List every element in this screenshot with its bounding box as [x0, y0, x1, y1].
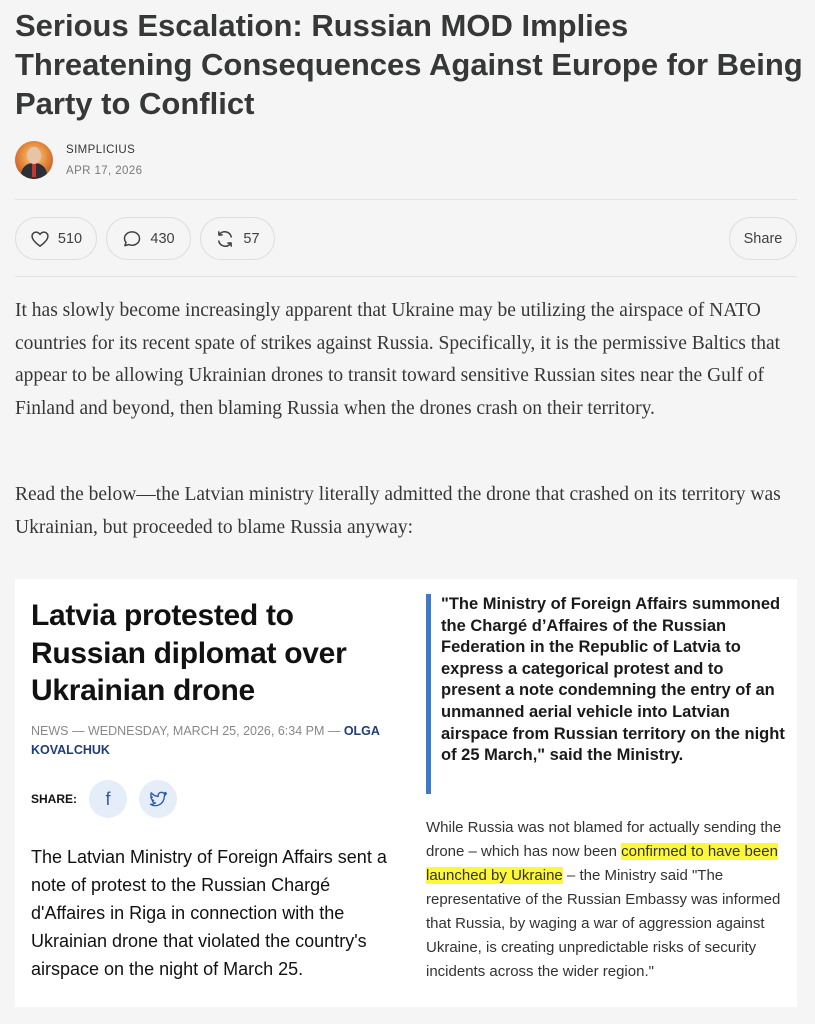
comment-button[interactable] [106, 217, 191, 260]
comment-icon [122, 229, 142, 249]
facebook-glyph: f [105, 788, 111, 809]
author-avatar[interactable] [15, 141, 53, 179]
comment-count: 430 [150, 230, 175, 247]
like-count: 510 [57, 230, 83, 247]
byline [15, 140, 142, 180]
post-date: APR 17, 2026 [66, 164, 143, 177]
divider-bottom [15, 276, 797, 277]
facebook-icon [89, 780, 127, 818]
embed-quote: "The Ministry of Foreign Affairs summoned the Chargé d’Affaires of the Russian Federation in the Republic of Latvia to express a categorical protest and to present a note condemning the entry of an unmanned aerial vehicle into Latvian airspace from Russian territory on the night of 25 March," said the Ministry. [426, 594, 786, 794]
embed-note [426, 816, 786, 984]
embed-note-highlight: confirmed to have been launched by Ukraine [426, 843, 778, 884]
author-name[interactable]: SIMPLICIUS [66, 143, 136, 156]
like-button[interactable] [15, 217, 97, 260]
heart-icon [30, 229, 50, 249]
share-label: Share [743, 230, 783, 247]
embed-body: The Latvian Ministry of Foreign Affairs sent a note of protest to the Russian Chargé d'Affaires in Riga in connection with the Ukrainian drone that violated the country's airspace on the night of March 25. [31, 847, 387, 979]
embed-share-label: SHARE: [31, 792, 78, 806]
embed-share-row [31, 780, 189, 818]
avatar-tie [32, 164, 36, 177]
divider-top [15, 199, 797, 200]
share-button[interactable] [729, 217, 797, 260]
restack-icon [215, 229, 235, 249]
embed-meta-author: OLGA KOVALCHUK [31, 724, 380, 757]
embed-note-before: While Russia was not blamed for actually sending the drone – which has now been [426, 819, 782, 860]
embed-meta [31, 722, 391, 760]
embed-meta-dateline: NEWS — WEDNESDAY, MARCH 25, 2026, 6:34 PM — [31, 724, 344, 738]
post-title: Serious Escalation: Russian MOD Implies Threatening Consequences Against Europe for Being Party to Conflict [15, 8, 803, 121]
body-paragraph-1: It has slowly become increasingly apparent that Ukraine may be utilizing the airspace of NATO countries for its recent spate of strikes against Russia. Specifically, it is the permissive Baltics that appear to be allowing Ukrainian drones to transit toward sensitive Russian sites near the Gulf of Finland and beyond, then blaming Russia when the drones crash on their territory. [15, 300, 781, 420]
restack-button[interactable] [200, 217, 275, 260]
embed-note-after: – the Ministry said "The representative of the Russian Embassy was informed that Russia, by waging a war of aggression against Ukraine, is creating unpredictable risks of security incidents across the wider region." [426, 867, 781, 980]
avatar-face [27, 147, 41, 164]
embedded-news-image [15, 579, 797, 1007]
author-meta [66, 144, 142, 177]
restack-count: 57 [243, 230, 260, 247]
embed-headline: Latvia protested to Russian diplomat over Ukrainian drone [31, 599, 347, 707]
body-paragraph-2: Read the below—the Latvian ministry literally admitted the drone that crashed on its territory was Ukrainian, but proceeded to blame Russia anyway: [15, 484, 781, 538]
twitter-icon [139, 780, 177, 818]
